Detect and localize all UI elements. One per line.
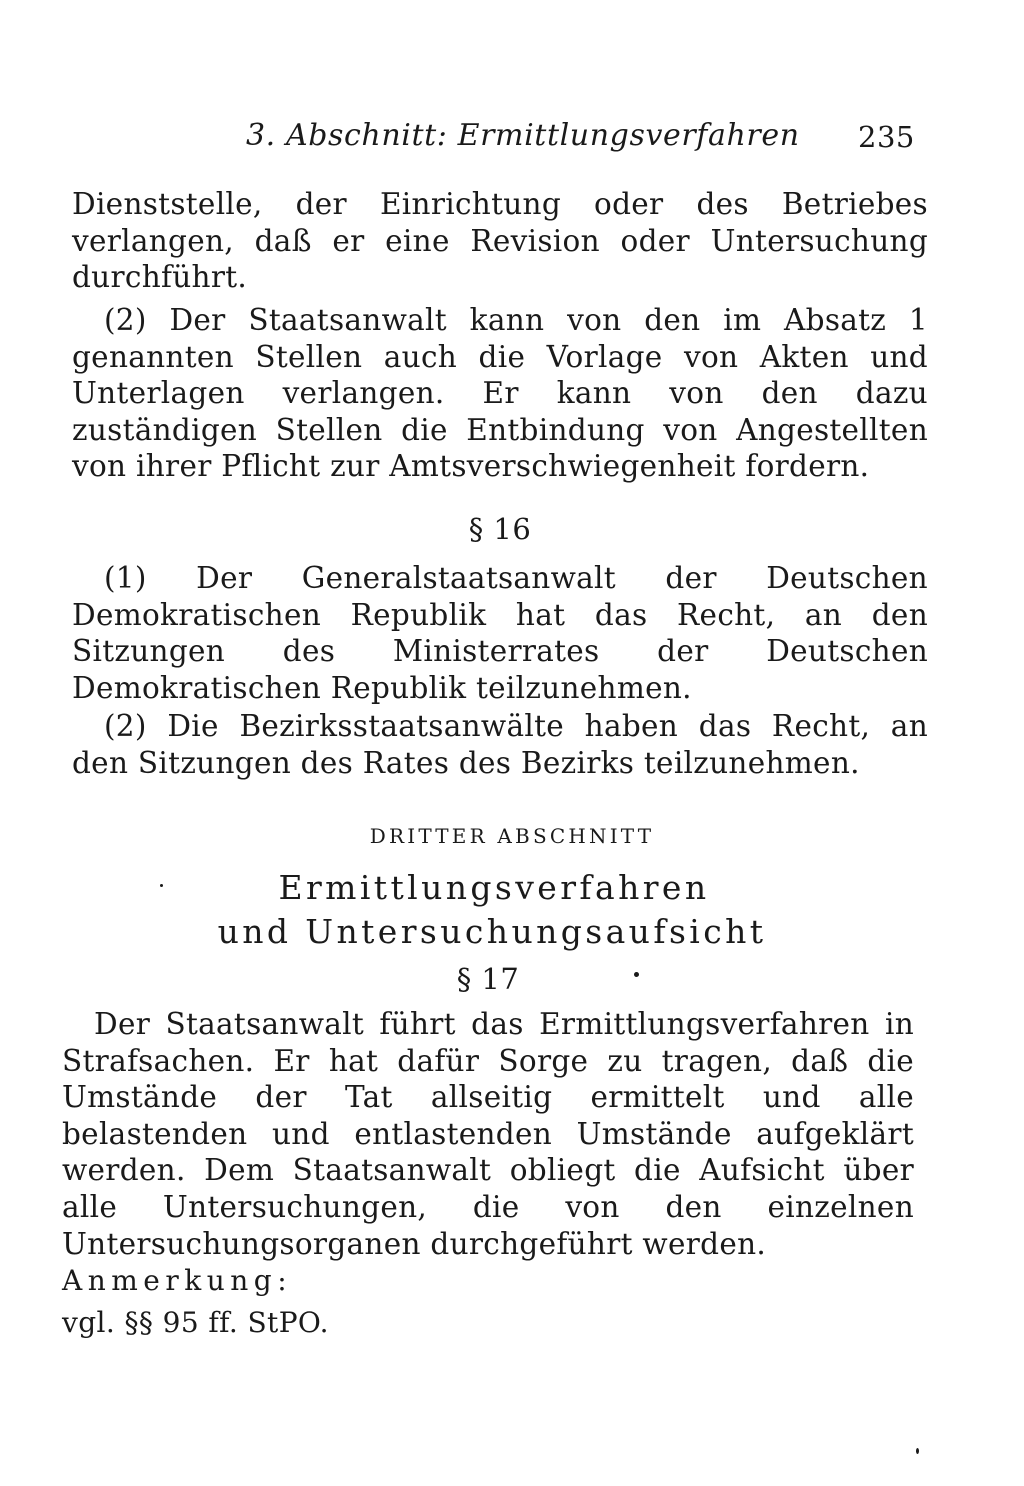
paragraph-continuation <box>72 186 928 296</box>
paragraph-16-1 <box>72 560 928 706</box>
note-text: vgl. §§ 95 ff. StPO. <box>62 1306 329 1339</box>
section-17-heading: § 17 <box>456 962 520 996</box>
chapter-title-line-2: und Untersuchungsaufsicht <box>217 912 767 951</box>
chapter-title-line-1: Ermittlungsverfahren <box>278 868 710 907</box>
print-speck <box>160 884 163 887</box>
paragraph-text: (1) Der Generalstaatsanwalt der Deutschen Demokratischen Republik hat das Recht, an den Sitzungen des Ministerrates der Deutschen Demokratischen Republik teilzunehmen. <box>72 561 928 705</box>
paragraph-text: (2) Der Staatsanwalt kann von den im Absatz 1 genannten Stellen auch die Vorlage von Akten und Unterlagen verlangen. Er kann von den dazu zuständigen Stellen die Entbindung von Angestellten von ihrer Pflicht zur Amtsverschwiegenheit fordern. <box>72 303 928 484</box>
note-label: Anmerkung: <box>62 1264 293 1297</box>
paragraph-17 <box>62 1006 914 1262</box>
paragraph-16-2 <box>72 708 928 781</box>
section-16-heading: § 16 <box>468 512 532 546</box>
page-number: 235 <box>858 120 915 154</box>
running-head <box>0 118 1024 162</box>
print-speck <box>634 972 639 977</box>
paragraph-text: (2) Die Bezirksstaatsanwälte haben das Recht, an den Sitzungen des Rates des Bezirks teilzunehmen. <box>72 709 928 780</box>
running-title: 3. Abschnitt: Ermittlungsverfahren <box>246 118 800 153</box>
paragraph-text: Dienststelle, der Einrichtung oder des Betriebes verlangen, daß er eine Revision oder Untersuchung durchführt. <box>72 187 928 295</box>
paragraph-15-2 <box>72 302 928 485</box>
print-speck <box>916 1448 919 1454</box>
chapter-label: DRITTER ABSCHNITT <box>369 824 655 848</box>
paragraph-text: Der Staatsanwalt führt das Ermittlungsverfahren in Strafsachen. Er hat dafür Sorge zu tragen, daß die Umstände der Tat allseitig ermittelt und alle belastenden und entlastenden Umstände aufgeklärt werden. Dem Staatsanwalt obliegt die Aufsicht über alle Untersuchungen, die von den einzelnen Untersuchungsorganen durchgeführt werden. <box>62 1007 914 1261</box>
